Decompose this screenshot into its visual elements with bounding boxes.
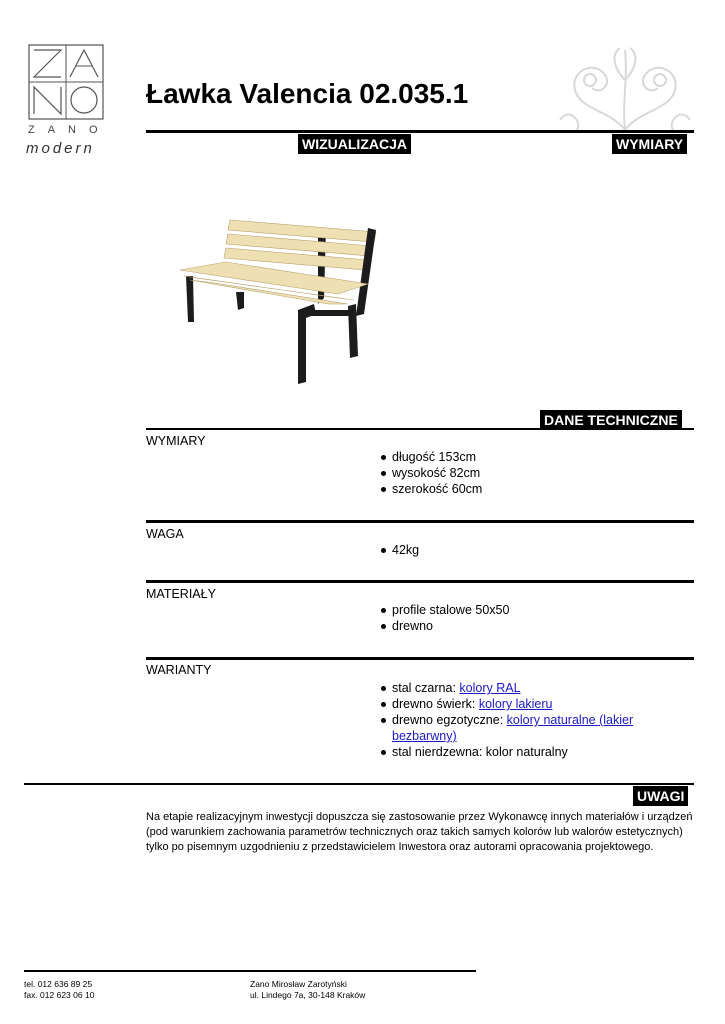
list-item: drewno xyxy=(379,618,509,634)
list-item: 42kg xyxy=(379,542,419,558)
notes-text: Na etapie realizacyjnym inwestycji dopuszcza się zastosowanie przez Wykonawcę innych materiałów i urządzeń (pod warunkiem zachowania parametrów technicznych oraz takich samych kolorów lub walorów estetycznych) tylko po pisemnym uzgodnieniu z przedstawicielem Inwestora oraz autorami opracowania projektowego. xyxy=(146,811,693,853)
variant-text: stal czarna: xyxy=(392,681,460,695)
dimensions-label: WYMIARY xyxy=(146,434,206,448)
section-divider xyxy=(146,580,694,583)
variant-text: stal nierdzewna: kolor naturalny xyxy=(392,745,568,759)
weight-label: WAGA xyxy=(146,527,184,541)
section-divider xyxy=(146,657,694,660)
footer-company: Zano Mirosław Zarotyński xyxy=(250,979,347,989)
weight-list xyxy=(379,542,419,558)
header-rule xyxy=(146,130,694,133)
logo-brand: ZANO xyxy=(28,124,111,136)
ornament-icon xyxy=(550,40,700,135)
list-item: wysokość 82cm xyxy=(379,465,482,481)
footer-rule xyxy=(24,970,476,972)
list-item xyxy=(379,712,669,744)
bench-visualization xyxy=(178,218,378,388)
notes-rule xyxy=(24,783,694,785)
section-notes-header: UWAGI xyxy=(633,786,688,806)
list-item xyxy=(379,696,669,712)
section-visualization-header: WIZUALIZACJA xyxy=(298,134,411,154)
variant-text: drewno egzotyczne: xyxy=(392,713,507,727)
variants-list xyxy=(379,680,669,760)
lacquer-colors-link[interactable]: kolory lakieru xyxy=(478,697,553,711)
list-item: szerokość 60cm xyxy=(379,481,482,497)
page-title: Ławka Valencia 02.035.1 xyxy=(146,78,469,109)
section-divider xyxy=(146,520,694,523)
natural-colors-link[interactable]: kolory naturalne (lakier bezbarwny) xyxy=(392,713,634,743)
variants-label: WARIANTY xyxy=(146,663,212,677)
dimensions-list xyxy=(379,449,482,497)
list-item xyxy=(379,680,669,696)
footer-fax: fax. 012 623 06 10 xyxy=(24,990,95,1000)
logo-tagline: modern xyxy=(26,140,95,157)
materials-list xyxy=(379,602,509,634)
variant-text: drewno świerk: xyxy=(392,697,479,711)
zano-logo-mark xyxy=(28,44,104,120)
section-technical-header: DANE TECHNICZNE xyxy=(540,410,682,430)
list-item: profile stalowe 50x50 xyxy=(379,602,509,618)
materials-label: MATERIAŁY xyxy=(146,587,216,601)
ral-colors-link[interactable]: kolory RAL xyxy=(459,681,521,695)
list-item xyxy=(379,744,669,760)
footer-tel: tel. 012 636 89 25 xyxy=(24,979,93,989)
footer-address: ul. Lindego 7a, 30-148 Kraków xyxy=(250,990,366,1000)
section-dimensions-header: WYMIARY xyxy=(612,134,687,154)
list-item: długość 153cm xyxy=(379,449,482,465)
